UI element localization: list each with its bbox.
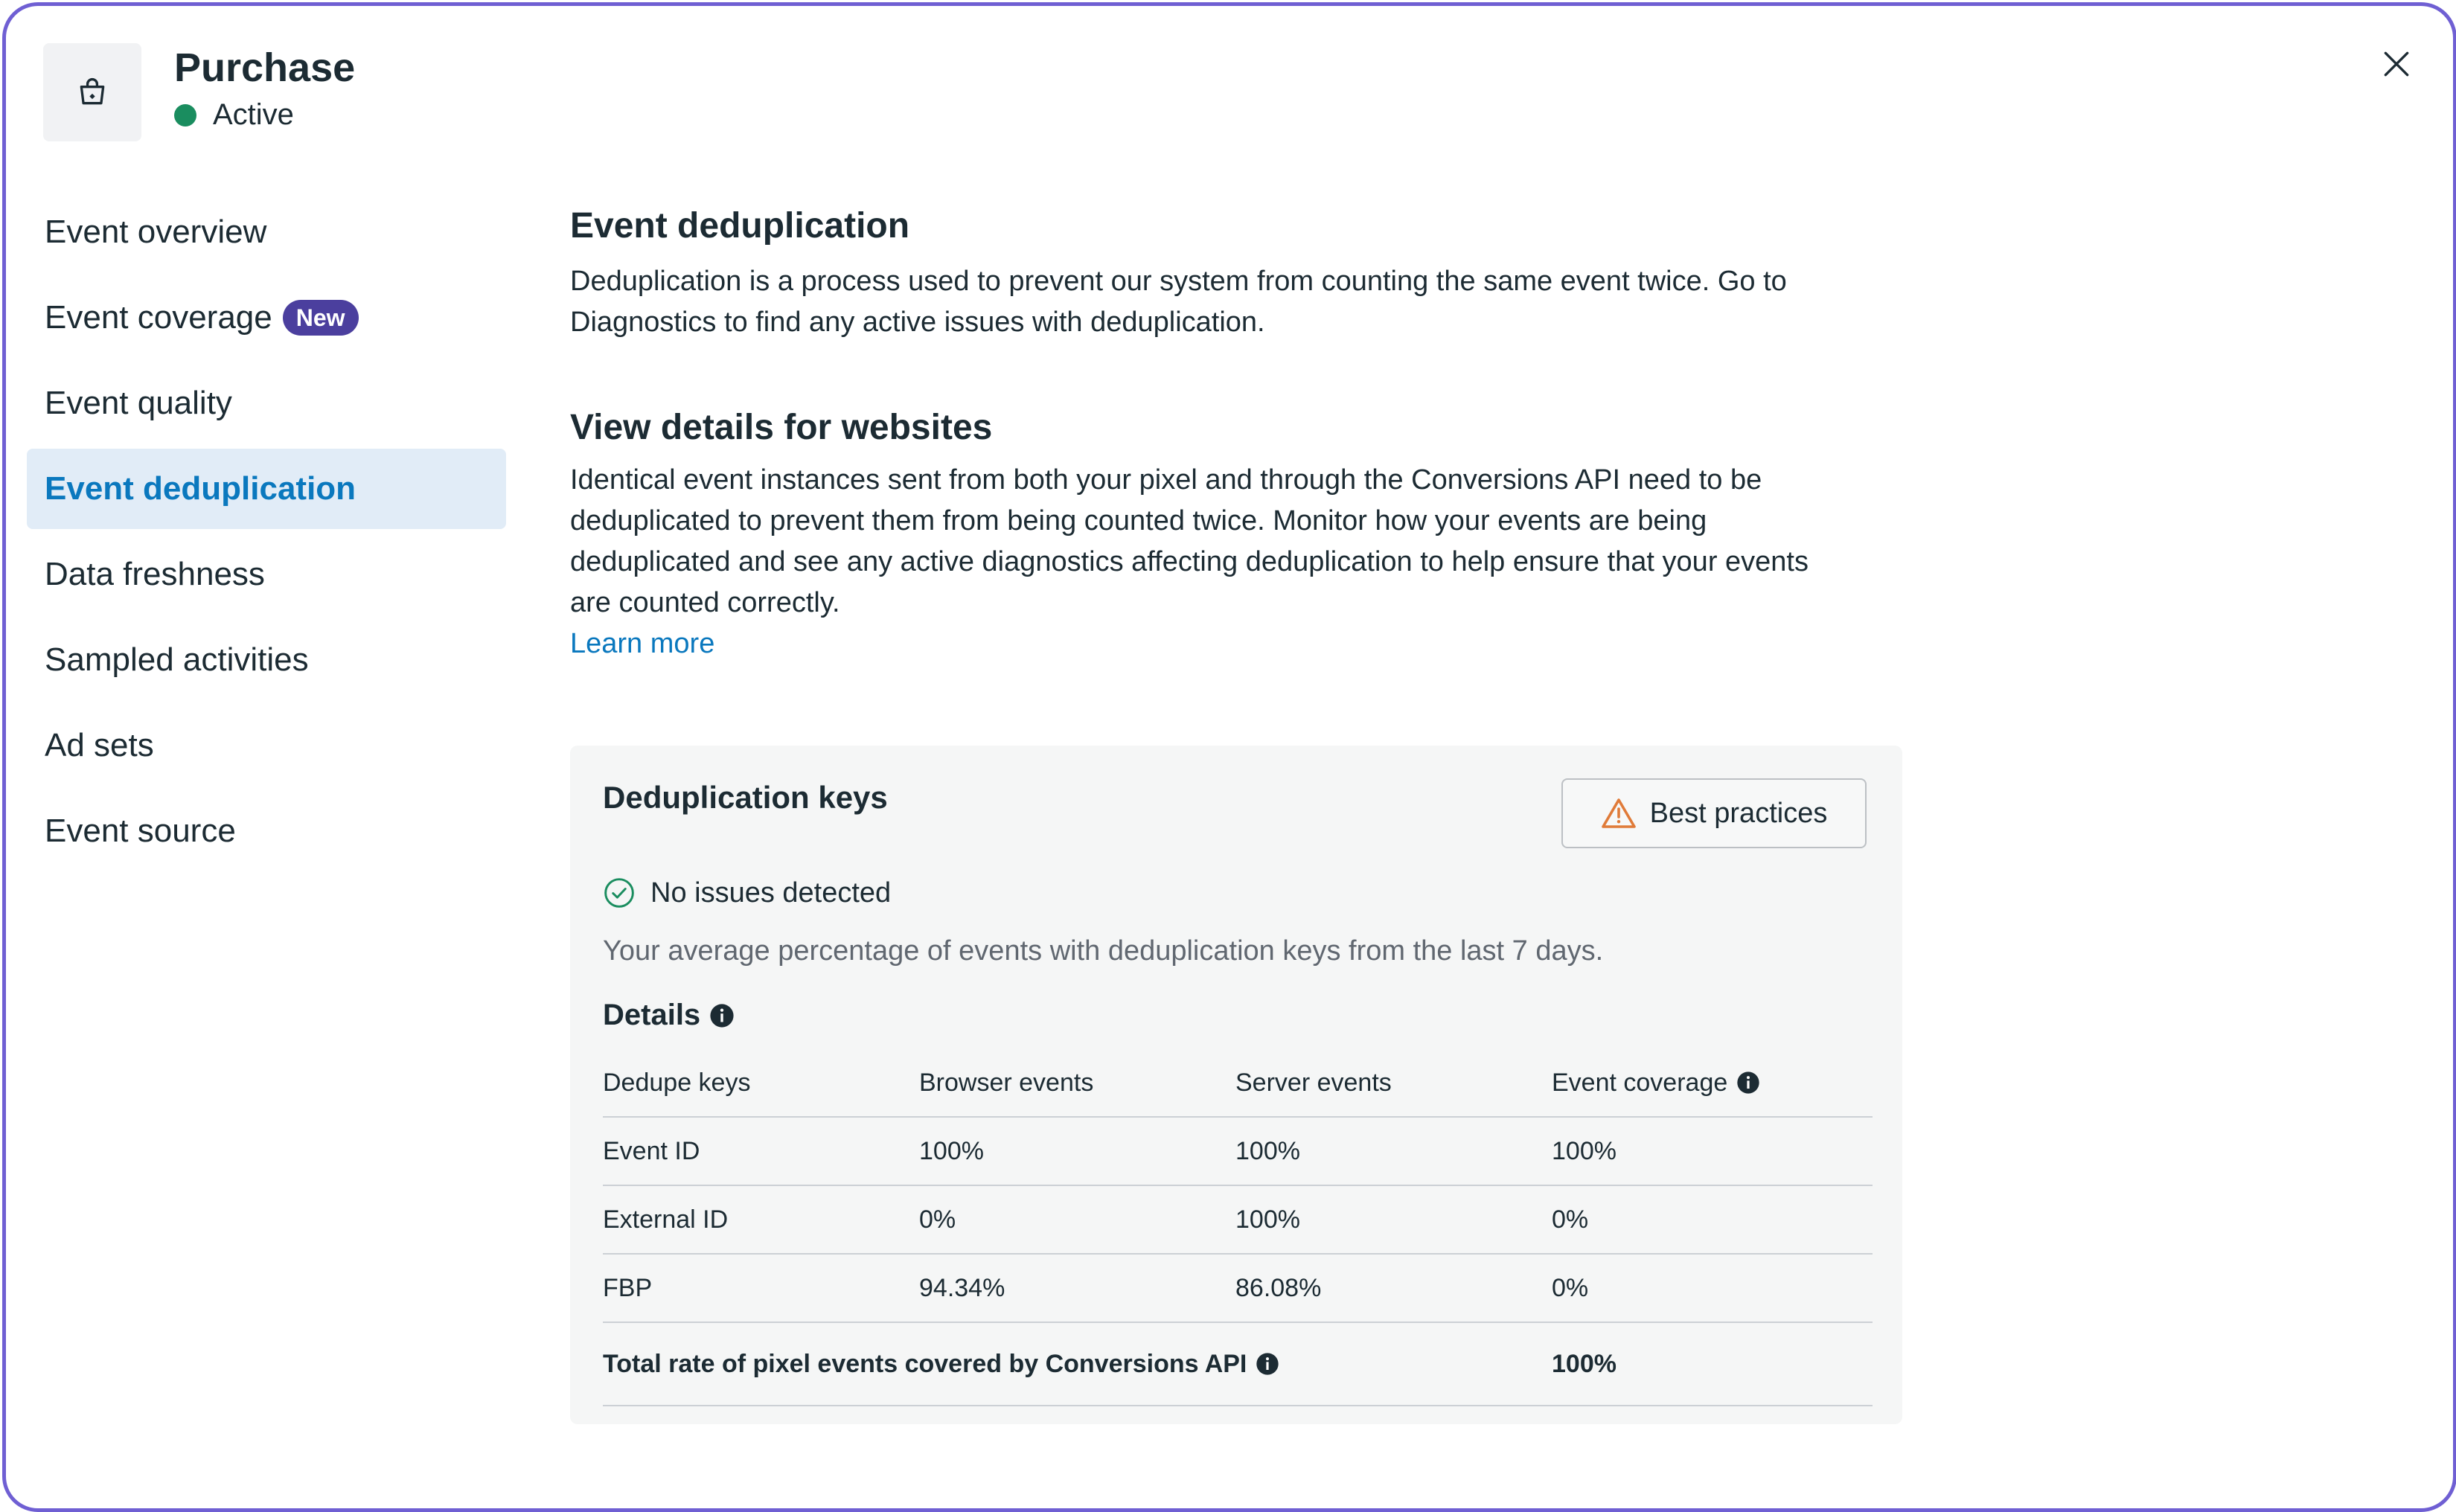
learn-more-link[interactable]: Learn more <box>570 628 715 659</box>
table-cell: 100% <box>1552 1136 1616 1165</box>
table-row <box>603 1255 1873 1323</box>
sidebar-item-data-freshness[interactable] <box>27 534 506 615</box>
sidebar-item-event-quality[interactable] <box>27 363 506 443</box>
main-content <box>570 205 1910 664</box>
sidebar-item-sampled-activities[interactable] <box>27 620 506 700</box>
dedupe-keys-table <box>603 1049 1873 1406</box>
sidebar-item-event-overview[interactable] <box>27 192 506 272</box>
column-header-server-events: Server events <box>1235 1068 1392 1097</box>
info-icon[interactable] <box>1256 1352 1279 1376</box>
new-badge: New <box>283 300 359 336</box>
no-issues-label: No issues detected <box>650 877 892 909</box>
table-cell: 0% <box>1552 1205 1589 1234</box>
column-header-browser-events: Browser events <box>919 1068 1094 1097</box>
dialog-frame <box>2 2 2456 1512</box>
close-icon <box>2380 48 2413 80</box>
card-title: Deduplication keys <box>603 780 888 815</box>
info-icon[interactable] <box>1736 1071 1760 1095</box>
sidebar-item-event-source[interactable] <box>27 791 506 871</box>
no-issues-status <box>603 877 891 909</box>
total-value: 100% <box>1552 1349 1616 1378</box>
table-cell: 0% <box>1552 1273 1589 1302</box>
table-cell: 100% <box>1235 1136 1300 1165</box>
warning-icon <box>1601 797 1637 830</box>
table-cell: 0% <box>919 1205 956 1234</box>
deduplication-keys-card <box>570 746 1902 1424</box>
sidebar-item-label: Event coverage <box>45 299 272 336</box>
table-row <box>603 1186 1873 1255</box>
column-header-label: Event coverage <box>1552 1068 1728 1097</box>
table-cell: 94.34% <box>919 1273 1005 1302</box>
check-circle-icon <box>603 877 636 909</box>
sidebar-item-label: Event deduplication <box>45 470 356 507</box>
column-header-event-coverage <box>1552 1069 1868 1098</box>
info-icon[interactable] <box>709 1003 735 1028</box>
table-cell: 100% <box>1235 1205 1300 1234</box>
total-row <box>603 1323 1873 1406</box>
status-label: Active <box>213 98 294 131</box>
table-cell: 100% <box>919 1136 984 1165</box>
section-title: Event deduplication <box>570 206 910 246</box>
sidebar-item-label: Event overview <box>45 214 267 250</box>
details-heading <box>603 999 735 1032</box>
total-label <box>603 1350 1552 1379</box>
table-row <box>603 1118 1873 1186</box>
best-practices-button[interactable] <box>1561 778 1867 848</box>
page-title: Purchase <box>174 45 356 90</box>
table-cell: Event ID <box>603 1136 700 1165</box>
sidebar-item-label: Data freshness <box>45 556 265 592</box>
details-label: Details <box>603 999 701 1031</box>
sidebar-item-label: Event source <box>45 813 236 849</box>
table-cell: 86.08% <box>1235 1273 1322 1302</box>
websites-title: View details for websites <box>570 408 993 447</box>
table-header-row <box>603 1049 1873 1118</box>
shopping-bag-icon <box>43 43 141 141</box>
sidebar-item-label: Ad sets <box>45 727 154 763</box>
websites-description: Identical event instances sent from both your pixel and through the Conversions API need to be deduplicated to prevent them from being counted twice. Monitor how your events are being deduplicated and see any active diagnostics affecting deduplication to help ensure that your events are counted correctly. <box>570 464 1809 618</box>
table-cell: External ID <box>603 1205 729 1234</box>
close-button[interactable] <box>2380 48 2413 80</box>
total-label-text: Total rate of pixel events covered by Conversions API <box>603 1349 1247 1378</box>
status-dot-icon <box>174 104 196 126</box>
sidebar-item-event-coverage[interactable] <box>27 278 506 358</box>
sidebar-nav <box>27 192 506 877</box>
best-practices-label: Best practices <box>1649 797 1828 829</box>
sidebar-item-label: Event quality <box>45 385 232 421</box>
column-header-dedupe-keys: Dedupe keys <box>603 1068 751 1097</box>
section-description: Deduplication is a process used to prevent our system from counting the same event twice. Go to Diagnostics to find any active issues with deduplication. <box>570 266 1787 338</box>
sidebar-item-event-deduplication[interactable] <box>27 449 506 529</box>
sidebar-item-label: Sampled activities <box>45 641 309 678</box>
average-description: Your average percentage of events with deduplication keys from the last 7 days. <box>603 935 1604 967</box>
table-cell: FBP <box>603 1273 653 1302</box>
status-indicator <box>174 98 294 132</box>
sidebar-item-ad-sets[interactable] <box>27 705 506 786</box>
